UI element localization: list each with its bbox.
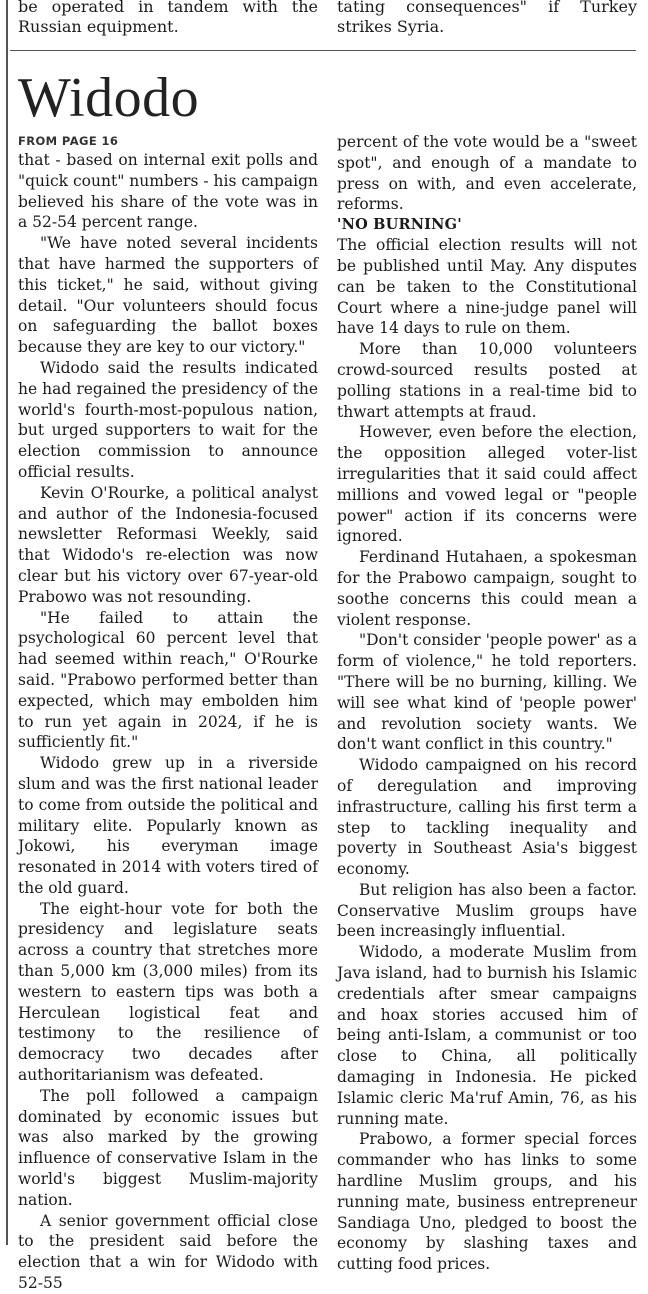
paragraph: "We have noted several incidents that have harmed the supporters of this ticket," he said, without giving detail. "Our volunteers should focus on safeguarding the ballot boxes because they are key to our victory." — [18, 234, 318, 357]
paragraph: Widodo campaigned on his record of deregulation and improving infrastructure, calling his first term a step to tackling inequality and poverty in Southeast Asia's biggest economy. — [337, 756, 637, 879]
paragraph: "Don't consider 'people power' as a form of violence," he told reporters. "There will be no burning, killing. We will see what kind of 'people power' and revolution society wants. We don't want conflict in this country." — [337, 631, 637, 754]
paragraph: Kevin O'Rourke, a political analyst and author of the Indonesia-focused newsletter Reformasi Weekly, said that Widodo's re-election was now clear but his victory over 67-year-old Prabowo was not resounding. — [18, 483, 318, 606]
paragraph: A senior government official close to the president said before the election that a win for Widodo with 52-55 — [18, 1211, 318, 1293]
paragraph: Widodo said the results indicated he had regained the presidency of the world's fourth-most-populous nation, but urged supporters to wait for the election commission to announce official results. — [18, 358, 318, 481]
article-column-left — [18, 132, 318, 1294]
paragraph: However, even before the election, the opposition alleged voter-list irregularities that it said could affect millions and vowed legal or "people power" action if its concerns were ignored. — [337, 423, 637, 546]
paragraph: Ferdinand Hutahaen, a spokesman for the Prabowo campaign, sought to soothe concerns this could mean a violent response. — [337, 548, 637, 629]
column-rule — [6, 0, 8, 1245]
paragraph: The poll followed a campaign dominated by economic issues but was also marked by the growing influence of conservative Islam in the world's biggest Muslim-majority nation. — [18, 1086, 318, 1209]
paragraph: Widodo grew up in a riverside slum and was the first national leader to come from outside the political and military elite. Popularly known as Jokowi, his everyman image resonated in 2014 with voters tired of the old guard. — [18, 754, 318, 897]
subheading: 'NO BURNING' — [337, 216, 462, 234]
paragraph: But religion has also been a factor. Conservative Muslim groups have been increasingly influential. — [337, 880, 637, 941]
article-column-right — [337, 132, 637, 1275]
paragraph: Prabowo, a former special forces commander who has links to some hardline Muslim groups, and his running mate, business entrepreneur Sandiaga Uno, pledged to boost the economy by slashing taxes and cutting food prices. — [337, 1130, 637, 1274]
previous-story-tail-left: be operated in tandem with the Russian equipment. — [18, 0, 318, 36]
headline: Widodo — [18, 67, 200, 129]
paragraph: The official election results will not be published until May. Any disputes can be taken to the Constitutional Court where a nine-judge panel will have 14 days to rule on them. — [337, 236, 637, 338]
paragraph: percent of the vote would be a "sweet spot", and enough of a mandate to press on with, and even accelerate, reforms. — [337, 133, 637, 214]
paragraph: Widodo, a moderate Muslim from Java island, had to burnish his Islamic credentials after smear campaigns and hoax stories accused him of being anti-Islam, a communist or too close to China, all politically damaging in Indonesia. He picked Islamic cleric Ma'ruf Amin, 76, as his running mate. — [337, 943, 637, 1128]
story-divider — [10, 50, 636, 51]
paragraph: "He failed to attain the psychological 60 percent level that had seemed within reach," O'Rourke said. "Prabowo performed better than expected, which may embolden him to run yet again in 2024, if he is sufficiently fit." — [18, 608, 318, 752]
previous-story-tail-right: tating consequences" if Turkey strikes Syria. — [337, 0, 637, 36]
paragraph: The eight-hour vote for both the presidency and legislature seats across a country that stretches more than 5,000 km (3,000 miles) from its western to eastern tips was both a Herculean logistical feat and testimony to the resilience of democracy two decades after authoritarianism was defeated. — [18, 899, 318, 1085]
paragraph: that - based on internal exit polls and "quick count" numbers - his campaign believed his share of the vote was in a 52-54 percent range. — [18, 151, 318, 232]
paragraph: More than 10,000 volunteers crowd-sourced results posted at polling stations in a real-time bid to thwart attempts at fraud. — [337, 340, 637, 421]
jump-label: FROM PAGE 16 — [18, 134, 119, 148]
